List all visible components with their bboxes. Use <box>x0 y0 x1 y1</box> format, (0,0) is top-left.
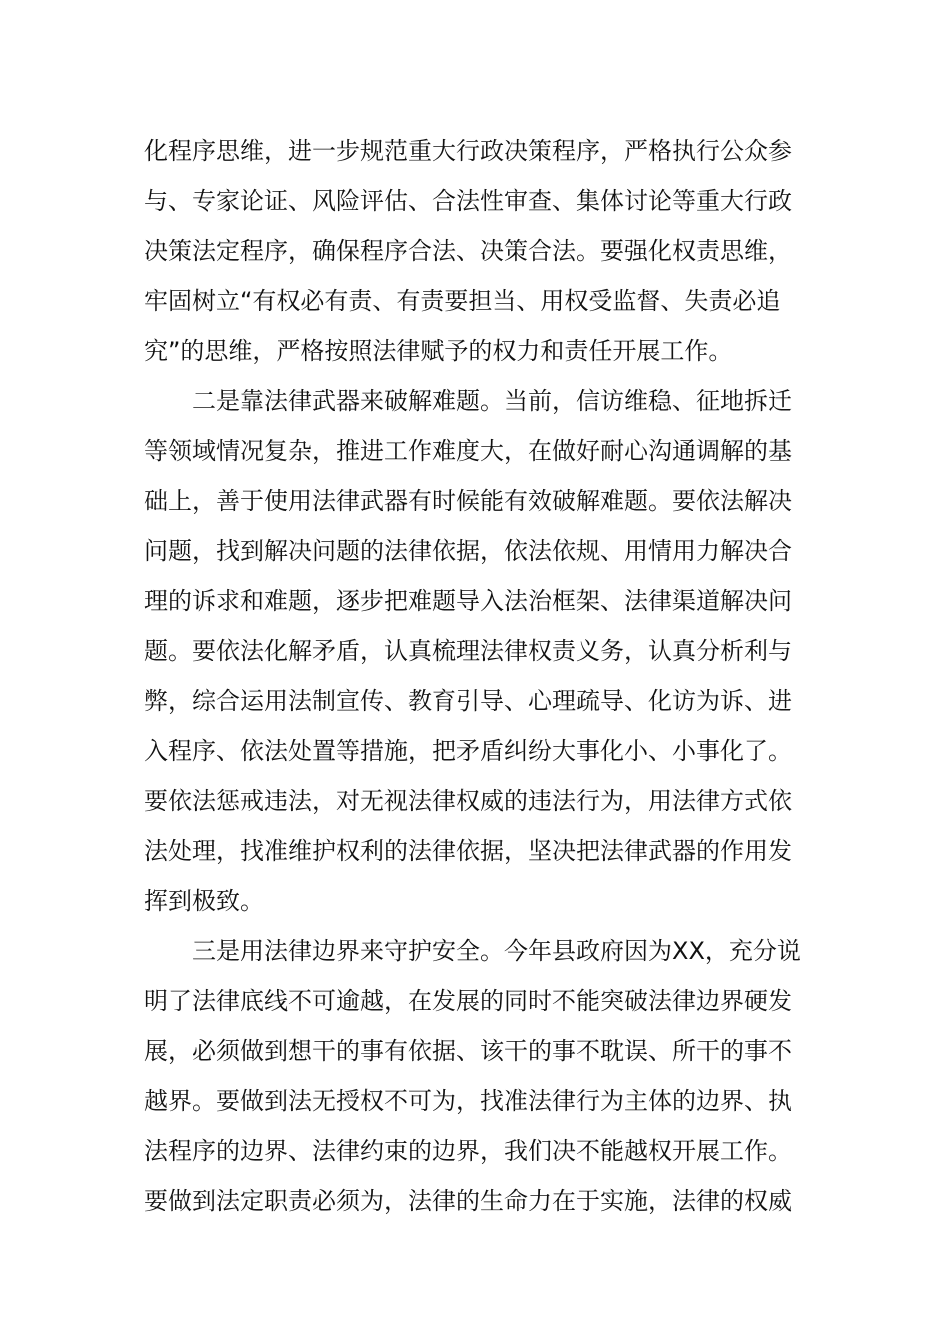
text-line: 题。要依法化解矛盾，认真梳理法律权责义务，认真分析利与 <box>144 637 792 665</box>
text-line: 究”的思维，严格按照法律赋予的权力和责任开展工作。 <box>144 337 733 365</box>
text-line: 法程序的边界、法律约束的边界，我们决不能越权开展工作。 <box>144 1137 792 1165</box>
text-line: 化程序思维，进一步规范重大行政决策程序，严格执行公众参 <box>144 137 792 165</box>
text-line: 要依法惩戒违法，对无视法律权威的违法行为，用法律方式依 <box>144 787 792 815</box>
text-line: 法处理，找准维护权利的法律依据，坚决把法律武器的作用发 <box>144 837 792 865</box>
text-line: 要做到法定职责必须为，法律的生命力在于实施，法律的权威 <box>144 1187 792 1215</box>
text-line: 等领域情况复杂，推进工作难度大，在做好耐心沟通调解的基 <box>144 437 792 465</box>
text-line: 弊，综合运用法制宣传、教育引导、心理疏导、化访为诉、进 <box>144 687 792 715</box>
text-line: 与、专家论证、风险评估、合法性审查、集体讨论等重大行政 <box>144 187 792 215</box>
text-line: 础上，善于使用法律武器有时候能有效破解难题。要依法解决 <box>144 487 792 515</box>
text-line: 展，必须做到想干的事有依据、该干的事不耽误、所干的事不 <box>144 1037 792 1065</box>
text-line: 问题，找到解决问题的法律依据，依法依规、用情用力解决合 <box>144 537 792 565</box>
text-line: 挥到极致。 <box>144 887 264 915</box>
paragraph-first-line: 三是用法律边界来守护安全。今年县政府因为XX，充分说 <box>192 937 801 965</box>
paragraph-first-line: 二是靠法律武器来破解难题。当前，信访维稳、征地拆迁 <box>192 387 792 415</box>
text-line: 入程序、依法处置等措施，把矛盾纠纷大事化小、小事化了。 <box>144 737 792 765</box>
body-text <box>144 126 804 1226</box>
text-line: 理的诉求和难题，逐步把难题导入法治框架、法律渠道解决问 <box>144 587 792 615</box>
text-line: 越界。要做到法无授权不可为，找准法律行为主体的边界、执 <box>144 1087 792 1115</box>
text-line: 决策法定程序，确保程序合法、决策合法。要强化权责思维， <box>144 237 792 265</box>
text-line: 牢固树立“有权必有责、有责要担当、用权受监督、失责必追 <box>144 287 781 315</box>
text-line: 明了法律底线不可逾越，在发展的同时不能突破法律边界硬发 <box>144 987 792 1015</box>
